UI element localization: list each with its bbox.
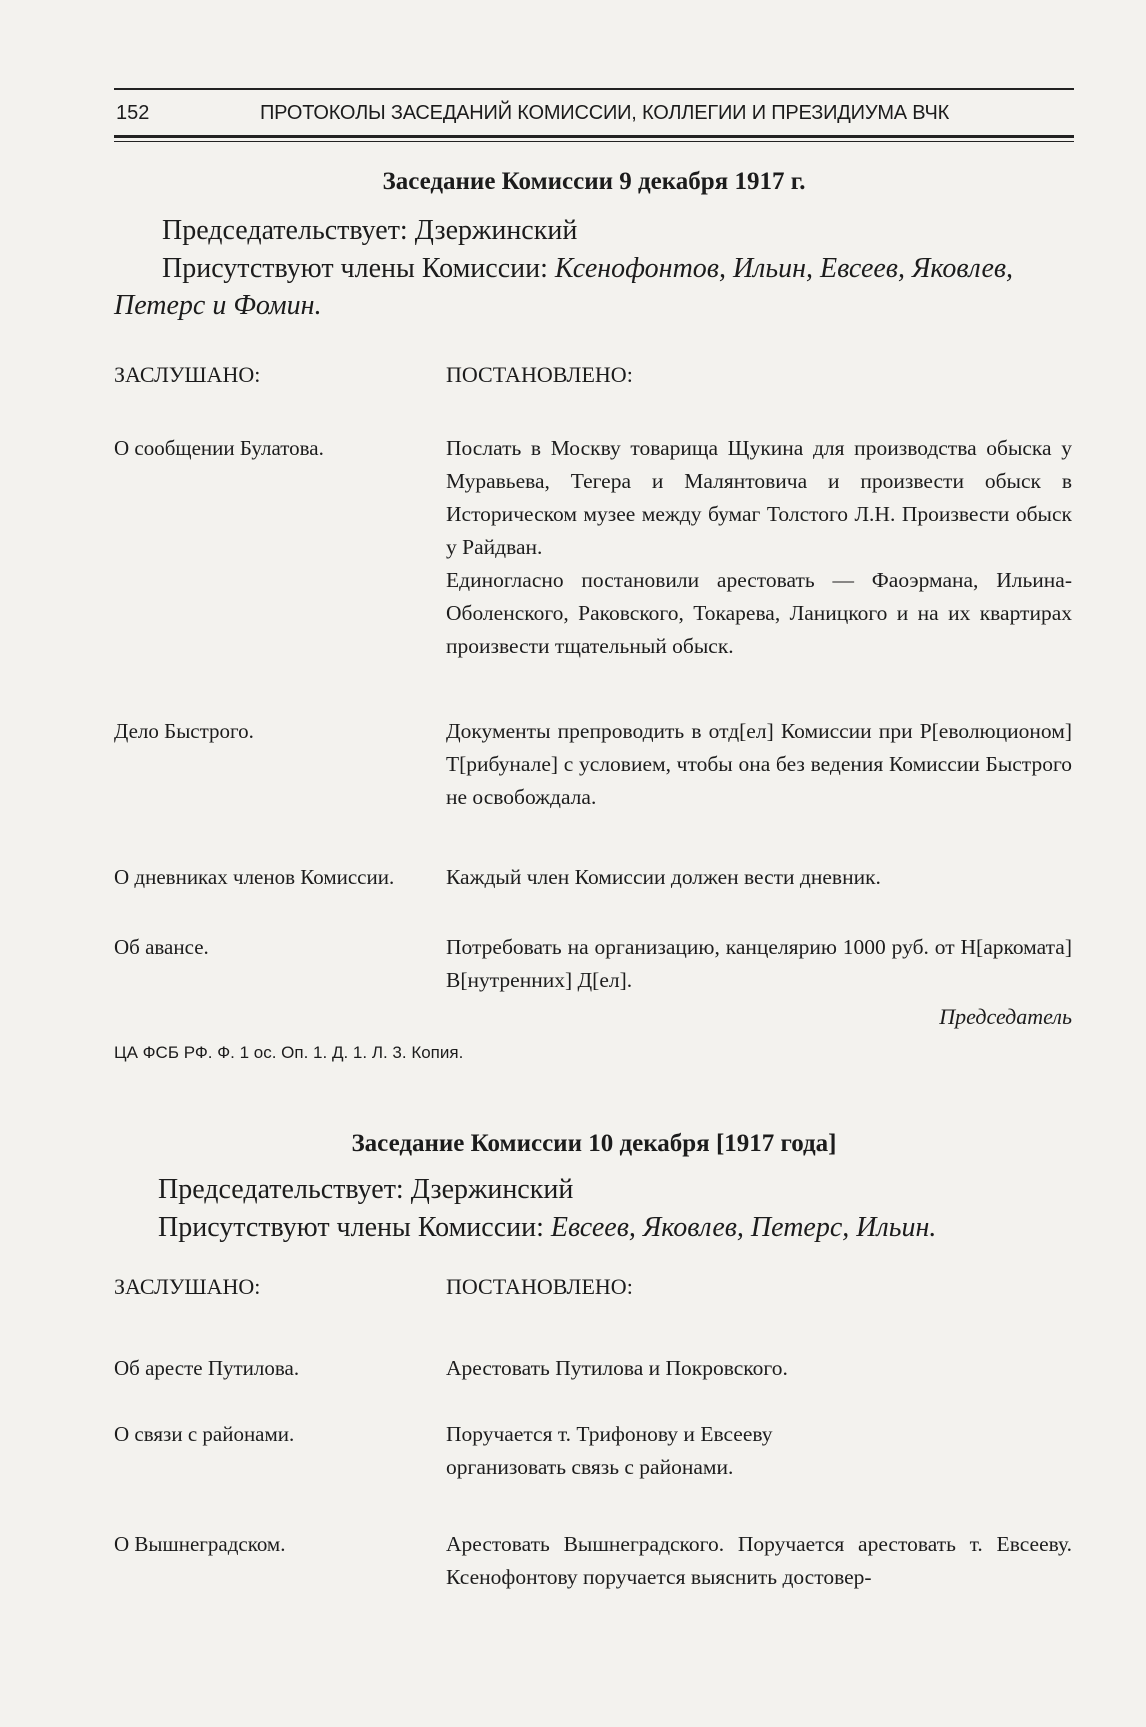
item-6-resolved: Поручается т. Трифонову и Евсееву организовать связь с районами. bbox=[446, 1422, 773, 1479]
item-3-heard: О дневниках членов Комиссии. bbox=[114, 865, 395, 889]
heard-heading: ЗАСЛУШАНО: bbox=[114, 1274, 261, 1299]
running-header bbox=[114, 98, 1074, 132]
present-names-2: Петерс и Фомин. bbox=[114, 290, 322, 321]
item-5-resolved: Арестовать Путилова и Покровского. bbox=[446, 1356, 788, 1380]
item-3-resolved: Каждый член Комиссии должен вести дневник. bbox=[446, 865, 881, 889]
resolution-paragraph: Единогласно постановили арестовать — Фаоэрмана, Ильина-Оболенского, Раковского, Токарева, Ланицкого и на их квартирах произвести тщательный обыск. bbox=[446, 568, 1072, 658]
meeting-2-title: Заседание Комиссии 10 декабря [1917 года] bbox=[351, 1130, 837, 1157]
present-label: Присутствуют члены Комиссии: bbox=[158, 1212, 551, 1243]
present-names-1: Ксенофонтов, Ильин, Евсеев, Яковлев, bbox=[554, 253, 1014, 284]
resolution-paragraph: Послать в Москву товарища Щукина для производства обыска у Муравьева, Тегера и Малянтовича и произвести обыск в Историческом музее между бумаг Толстого Л.Н. Произвести обыск у Райдван. bbox=[446, 436, 1072, 559]
heard-heading: ЗАСЛУШАНО: bbox=[114, 362, 261, 387]
meeting-1-chair: Председательствует: Дзержинский bbox=[162, 215, 578, 246]
meeting-2-present bbox=[158, 1212, 936, 1244]
item-6-heard: О связи с районами. bbox=[114, 1422, 295, 1446]
item-4-heard: Об авансе. bbox=[114, 935, 209, 959]
meeting-1-present-line1 bbox=[162, 253, 1013, 285]
archive-source: ЦА ФСБ РФ. Ф. 1 ос. Оп. 1. Д. 1. Л. 3. Копия. bbox=[114, 1043, 464, 1062]
header-rule-thick bbox=[114, 135, 1074, 138]
page-number: 152 bbox=[116, 102, 150, 124]
running-title: ПРОТОКОЛЫ ЗАСЕДАНИЙ КОМИССИИ, КОЛЛЕГИИ И ПРЕЗИДИУМА ВЧК bbox=[260, 102, 950, 124]
present-label: Присутствуют члены Комиссии: bbox=[162, 253, 555, 284]
resolved-heading: ПОСТАНОВЛЕНО: bbox=[446, 1274, 633, 1299]
resolved-heading: ПОСТАНОВЛЕНО: bbox=[446, 362, 633, 387]
header-rule-thin bbox=[114, 141, 1074, 142]
meeting-1-present-line2 bbox=[114, 290, 322, 322]
meeting-2-chair: Председательствует: Дзержинский bbox=[158, 1174, 574, 1205]
item-2-resolved: Документы препроводить в отд[ел] Комиссии при Р[еволюционом] Т[рибунале] с условием, чтобы она без ведения Комиссии Быстрого не освобождала. bbox=[446, 719, 1072, 809]
meeting-1-title: Заседание Комиссии 9 декабря 1917 г. bbox=[382, 168, 806, 195]
item-5-heard: Об аресте Путилова. bbox=[114, 1356, 300, 1380]
signature-chairman: Председатель bbox=[939, 1004, 1072, 1029]
present-names: Евсеев, Яковлев, Петерс, Ильин. bbox=[550, 1212, 937, 1243]
item-1-resolved bbox=[446, 432, 1072, 663]
item-2-heard: Дело Быстрого. bbox=[114, 719, 254, 743]
item-4-resolved: Потребовать на организацию, канцелярию 1000 руб. от Н[аркомата] В[нутренних] Д[ел]. bbox=[446, 935, 1072, 992]
item-7-heard: О Вышнеградском. bbox=[114, 1532, 286, 1556]
header-rule-top bbox=[114, 88, 1074, 90]
item-1-heard: О сообщении Булатова. bbox=[114, 436, 324, 460]
item-7-resolved: Арестовать Вышнеградского. Поручается арестовать т. Евсееву. Ксенофонтову поручается выяснить достовер- bbox=[446, 1532, 1072, 1589]
